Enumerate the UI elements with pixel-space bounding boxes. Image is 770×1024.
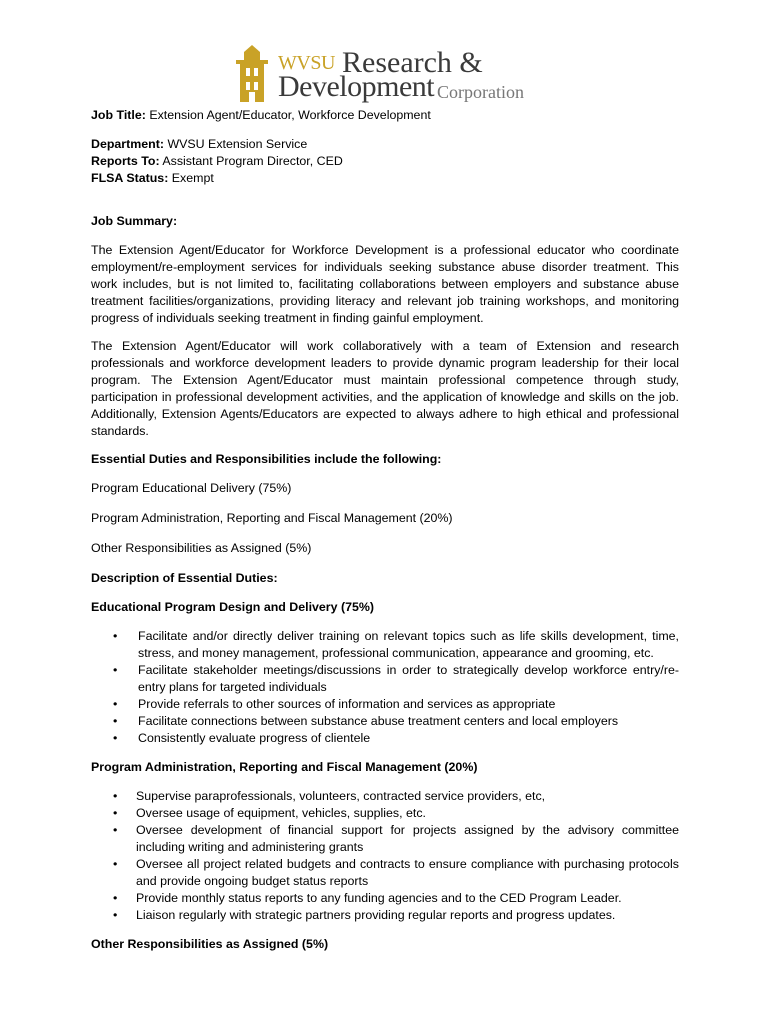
job-summary-heading: Job Summary: <box>91 214 178 228</box>
duty-item: Program Administration, Reporting and Fiscal Management (20%) <box>91 511 453 525</box>
duties-heading: Essential Duties and Responsibilities include the following: <box>91 452 442 466</box>
wvsu-rdc-logo <box>232 44 542 104</box>
department-line <box>91 136 679 153</box>
reports-to-label: Reports To: <box>91 154 160 168</box>
section-heading-other: Other Responsibilities as Assigned (5%) <box>91 937 329 951</box>
flsa-line <box>91 170 679 187</box>
list-item: • Consistently evaluate progress of clientele <box>91 730 679 747</box>
flsa-label: FLSA Status: <box>91 171 169 185</box>
description-heading: Description of Essential Duties: <box>91 571 278 585</box>
administration-bullet-list <box>91 788 679 924</box>
tower-icon <box>232 44 272 104</box>
section-heading-administration: Program Administration, Reporting and Fiscal Management (20%) <box>91 760 478 774</box>
list-item: • Facilitate connections between substance abuse treatment centers and local employers <box>91 713 679 730</box>
logo-research-text: Research & <box>342 46 483 79</box>
department-value: WVSU Extension Service <box>167 137 308 151</box>
logo-corporation-text: Corporation <box>437 82 524 102</box>
list-item: • Provide referrals to other sources of information and services as appropriate <box>91 696 679 713</box>
department-label: Department: <box>91 137 164 151</box>
summary-paragraph: The Extension Agent/Educator will work collaboratively with a team of Extension and research professionals and workforce development leaders to provide dynamic program leadership for their local program. The Extension Agent/Educator must maintain professional competence through study, participation in professional development activities, and the application of knowledge and skills on the job. Additionally, Extension Agents/Educators are expected to always adhere to high ethical and professional standards. <box>91 339 679 438</box>
reports-to-value: Assistant Program Director, CED <box>162 154 343 168</box>
list-item: • Supervise paraprofessionals, volunteers, contracted service providers, etc, <box>91 788 679 805</box>
document-body <box>91 107 679 965</box>
list-item: • Provide monthly status reports to any funding agencies and to the CED Program Leader. <box>91 890 679 907</box>
reports-to-line <box>91 153 679 170</box>
job-title-line <box>91 107 679 124</box>
list-item: • Facilitate and/or directly deliver training on relevant topics such as life skills development, time, stress, and money management, professional communication, appearance and grooming, etc. <box>91 628 679 662</box>
job-title-value: Extension Agent/Educator, Workforce Development <box>149 108 431 122</box>
duty-item: Other Responsibilities as Assigned (5%) <box>91 541 312 555</box>
list-item: • Oversee development of financial support for projects assigned by the advisory committee including writing and administering grants <box>91 822 679 856</box>
educational-bullet-list <box>91 628 679 747</box>
logo-wvsu-text: WVSU <box>278 52 335 74</box>
flsa-value: Exempt <box>171 171 214 185</box>
list-item: • Oversee usage of equipment, vehicles, supplies, etc. <box>91 805 679 822</box>
list-item: • Facilitate stakeholder meetings/discussions in order to strategically develop workforce entry/re-entry plans for targeted individuals <box>91 662 679 696</box>
section-heading-educational: Educational Program Design and Delivery (75%) <box>91 600 375 614</box>
summary-paragraph: The Extension Agent/Educator for Workforce Development is a professional educator who coordinate employment/re-employment services for individuals seeking substance abuse disorder treatment. This work includes, but is not limited to, facilitating collaborations between employers and substance abuse treatment facilities/organizations, providing literacy and relevant job training workshops, and monitoring progress of individuals seeking treatment in finding gainful employment. <box>91 243 679 325</box>
list-item: • Oversee all project related budgets and contracts to ensure compliance with purchasing protocols and provide ongoing budget status reports <box>91 856 679 890</box>
job-title-label: Job Title: <box>91 108 146 122</box>
list-item: • Liaison regularly with strategic partners providing regular reports and progress updates. <box>91 907 679 924</box>
duty-item: Program Educational Delivery (75%) <box>91 481 292 495</box>
logo-development-text: Development <box>278 70 435 103</box>
